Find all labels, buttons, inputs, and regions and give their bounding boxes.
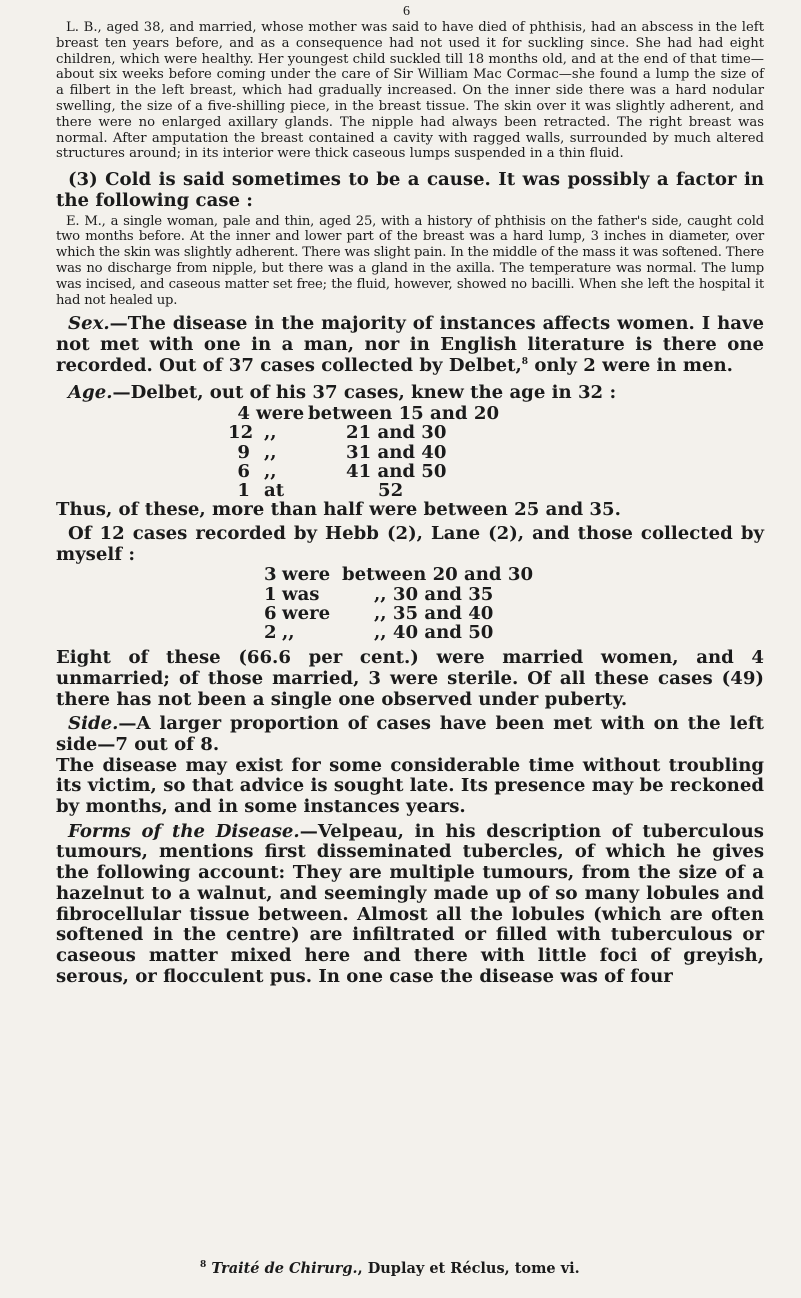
- page-number: 6: [403, 4, 410, 19]
- age-count: 6: [237, 460, 250, 482]
- table-row: [228, 462, 764, 481]
- footnote-title: Traité de Chirurg.: [211, 1260, 358, 1277]
- side-heading: Side.: [68, 713, 119, 735]
- footnote-mark: 8: [200, 1260, 207, 1271]
- table-row: [228, 423, 764, 442]
- age-count: 4: [237, 403, 250, 425]
- age-word: at: [264, 479, 285, 501]
- table-row: [264, 565, 764, 584]
- age-word: was: [282, 583, 320, 605]
- age-word: ,,: [282, 621, 295, 643]
- age-range: 41 and 50: [346, 460, 447, 482]
- footnote-rest: , Duplay et Réclus, tome vi.: [357, 1260, 580, 1277]
- age-range: ,, 35 and 40: [374, 602, 494, 624]
- age-range: 31 and 40: [346, 441, 447, 463]
- delbet-age-table: [228, 404, 764, 500]
- age-summary: Thus, of these, more than half were between 25 and 35.: [56, 499, 621, 521]
- case-lb-paragraph: L. B., aged 38, and married, whose mother was said to have died of phthisis, had an abscess in the left breast ten years before, and as a consequence had not used it for suckling since. She had had eight children, which were healthy. Her youngest child suckled till 18 months old, and at the end of that time—about six weeks before coming under the care of Sir William Mac Cormac—she found a lump the size of a filbert in the left breast, which had gradually increased. On the inner side there was a hard nodular swelling, the size of a five-shilling piece, in the breast tissue. The skin over it was slightly adherent, and there were no enlarged axillary glands. The nipple had always been retracted. The right breast was normal. After amputation the breast contained a cavity with ragged walls, surrounded by much altered structures around; in its interior were thick caseous lumps suspended in a thin fluid.: [56, 20, 764, 162]
- side-text: —A larger proportion of cases have been met with on the left side—7 out of 8.: [56, 713, 764, 755]
- forms-text: —Velpeau, in his description of tuberculous tumours, mentions first disseminated tubercles, of which he gives the following account: They are multiple tumours, from the size of a hazelnut to a walnut, and seemingly made up of so many lobules and fibrocellular tissue between. Almost all the lobules (which are often softened in the centre) are infiltrated or filled with tuberculous or caseous matter mixed here and there with little foci of greyish, serous, or flocculent pus. In one case the disease was of four: [56, 820, 764, 987]
- age-count: 9: [237, 441, 250, 463]
- age-word: ,,: [264, 460, 277, 482]
- married-paragraph: Eight of these (66.6 per cent.) were married women, and 4 unmarried; of those married, 3 were sterile. Of all these cases (49) there has not been a single one observed under puberty.: [56, 647, 764, 710]
- age-count: 1: [237, 479, 250, 501]
- age-count: 12: [228, 422, 254, 444]
- age-heading: Age.: [68, 382, 113, 404]
- age-range: 21 and 30: [346, 422, 447, 444]
- table-row: [264, 623, 764, 642]
- table-row: [228, 404, 764, 423]
- age-range: ,, 40 and 50: [374, 621, 494, 643]
- age-word: ,,: [264, 422, 277, 444]
- age-range: between 20 and 30: [342, 564, 534, 586]
- age-count: 2: [264, 621, 277, 643]
- age-range: 52: [378, 479, 404, 501]
- age-count: 1: [264, 583, 277, 605]
- table-row: [228, 481, 764, 500]
- age-intro: —Delbet, out of his 37 cases, knew the age in 32 :: [112, 382, 617, 404]
- footnote-ref: 8: [521, 356, 529, 367]
- own-age-table: [264, 565, 764, 642]
- age-word: were: [282, 602, 331, 624]
- hebb-intro: Of 12 cases recorded by Hebb (2), Lane (2), and those collected by myself :: [56, 522, 764, 565]
- age-count: 6: [264, 602, 277, 624]
- duration-paragraph: The disease may exist for some considerable time without troubling its victim, so that advice is sought late. Its presence may be reckoned by months, and in some instances years.: [56, 754, 764, 818]
- sex-text: —The disease in the majority of instances affects women. I have not met with one in a man, nor in English literature is there one recorded. Out of 37 cases collected by Delbet,: [56, 313, 764, 376]
- age-word: were: [256, 403, 305, 425]
- age-paragraph: [56, 383, 764, 404]
- case-em-paragraph: E. M., a single woman, pale and thin, aged 25, with a history of phthisis on the father's side, caught cold two months before. At the inner and lower part of the breast was a hard lump, 3 inches in diameter, over which the skin was slightly adherent. There was slight pain. In the middle of the mass it was softened. There was no discharge from nipple, but there was a gland in the axilla. The temperature was normal. The lump was incised, and caseous matter set free; the fluid, however, showed no bacilli. When she left the hospital it had not healed up.: [56, 213, 764, 308]
- forms-heading: Forms of the Disease.: [68, 820, 300, 842]
- age-range: between 15 and 20: [308, 403, 500, 425]
- table-row: [264, 585, 764, 604]
- page-body: [56, 20, 764, 987]
- age-range: ,, 30 and 35: [374, 583, 494, 605]
- sex-paragraph: [56, 314, 764, 376]
- age-word: were: [282, 564, 331, 586]
- side-paragraph: [56, 714, 764, 755]
- age-word: ,,: [264, 441, 277, 463]
- sex-text-end: only 2 were in men.: [528, 354, 733, 376]
- forms-paragraph: [56, 822, 764, 988]
- table-row: [228, 443, 764, 462]
- cold-cause-paragraph: (3) Cold is said sometimes to be a cause. It was possibly a factor in the following case :: [56, 169, 764, 211]
- age-count: 3: [264, 564, 277, 586]
- sex-heading: Sex.: [68, 313, 110, 335]
- footnote: [200, 1260, 720, 1277]
- table-row: [264, 604, 764, 623]
